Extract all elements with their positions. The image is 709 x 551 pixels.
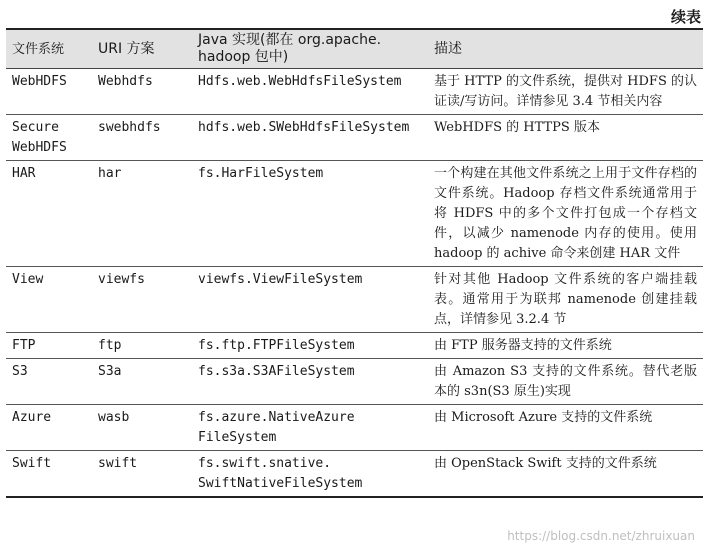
cell-description: 由 Amazon S3 支持的文件系统。替代老版本的 s3n(S3 原生)实现 bbox=[428, 359, 703, 405]
cell-uri: viewfs bbox=[92, 267, 192, 333]
continued-label: 续表 bbox=[670, 8, 701, 26]
cell-description: 由 Microsoft Azure 支持的文件系统 bbox=[428, 405, 703, 451]
header-java-impl: Java 实现(都在 org.apache. hadoop 包中) bbox=[192, 29, 428, 69]
table-row bbox=[6, 267, 703, 333]
cell-filesystem: WebHDFS bbox=[6, 69, 92, 115]
table-row bbox=[6, 405, 703, 451]
cell-filesystem: Azure bbox=[6, 405, 92, 451]
header-uri-scheme: URI 方案 bbox=[92, 29, 192, 69]
cell-description: WebHDFS 的 HTTPS 版本 bbox=[428, 115, 703, 161]
cell-filesystem: S3 bbox=[6, 359, 92, 405]
cell-description: 基于 HTTP 的文件系统，提供对 HDFS 的认证读/写访问。详情参见 3.4 节相关内容 bbox=[428, 69, 703, 115]
cell-filesystem: FTP bbox=[6, 333, 92, 359]
cell-uri: ftp bbox=[92, 333, 192, 359]
cell-impl: fs.azure.NativeAzure FileSystem bbox=[192, 405, 428, 451]
cell-uri: swift bbox=[92, 451, 192, 498]
watermark: https://blog.csdn.net/zhruixuan bbox=[507, 529, 695, 543]
cell-uri: swebhdfs bbox=[92, 115, 192, 161]
cell-impl: fs.swift.snative. SwiftNativeFileSystem bbox=[192, 451, 428, 498]
cell-description: 由 OpenStack Swift 支持的文件系统 bbox=[428, 451, 703, 498]
cell-impl: hdfs.web.SWebHdfsFileSystem bbox=[192, 115, 428, 161]
cell-impl: fs.HarFileSystem bbox=[192, 161, 428, 267]
header-description: 描述 bbox=[428, 29, 703, 69]
cell-description: 针对其他 Hadoop 文件系统的客户端挂载表。通常用于为联邦 namenode 创建挂载点，详情参见 3.2.4 节 bbox=[428, 267, 703, 333]
cell-filesystem: Swift bbox=[6, 451, 92, 498]
cell-impl: viewfs.ViewFileSystem bbox=[192, 267, 428, 333]
table-row bbox=[6, 333, 703, 359]
cell-filesystem: View bbox=[6, 267, 92, 333]
cell-uri: S3a bbox=[92, 359, 192, 405]
table-header-row bbox=[6, 29, 703, 69]
cell-description: 由 FTP 服务器支持的文件系统 bbox=[428, 333, 703, 359]
cell-uri: har bbox=[92, 161, 192, 267]
header-filesystem: 文件系统 bbox=[6, 29, 92, 69]
table-row bbox=[6, 359, 703, 405]
cell-impl: fs.s3a.S3AFileSystem bbox=[192, 359, 428, 405]
cell-impl: fs.ftp.FTPFileSystem bbox=[192, 333, 428, 359]
cell-impl: Hdfs.web.WebHdfsFileSystem bbox=[192, 69, 428, 115]
cell-uri: Webhdfs bbox=[92, 69, 192, 115]
cell-filesystem: Secure WebHDFS bbox=[6, 115, 92, 161]
cell-description: 一个构建在其他文件系统之上用于文件存档的文件系统。Hadoop 存档文件系统通常用于将 HDFS 中的多个文件打包成一个存档文件，以减少 namenode 内存的使用。使用 hadoop 的 achive 命令来创建 HAR 文件 bbox=[428, 161, 703, 267]
table-row bbox=[6, 161, 703, 267]
cell-filesystem: HAR bbox=[6, 161, 92, 267]
table-row bbox=[6, 69, 703, 115]
cell-uri: wasb bbox=[92, 405, 192, 451]
table-row bbox=[6, 115, 703, 161]
filesystem-table bbox=[6, 28, 703, 498]
table-row bbox=[6, 451, 703, 498]
